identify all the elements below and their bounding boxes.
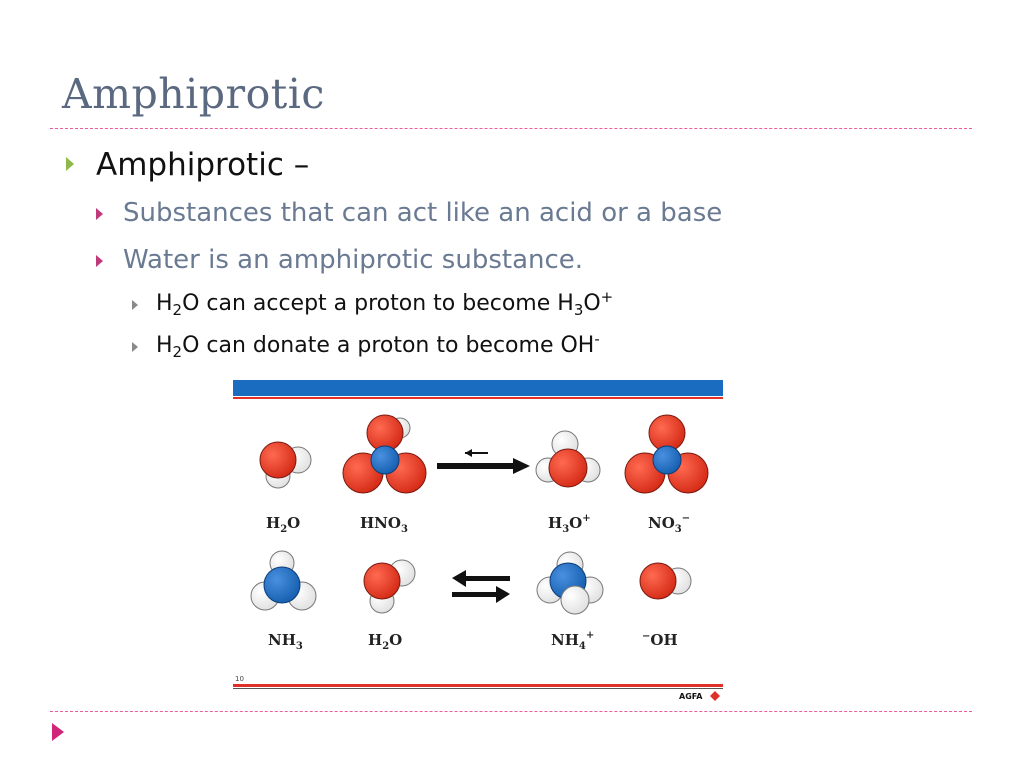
- nitrate-molecule: [625, 415, 708, 493]
- figure-small-mark: 10: [235, 675, 244, 683]
- label-hno3: $HNO_3$: [360, 514, 408, 535]
- label-nh3: $NH_3$: [268, 631, 303, 652]
- diagram-svg: [230, 378, 725, 703]
- bullet-level2-text: Water is an amphiprotic substance.: [123, 245, 584, 275]
- bottom-dark-line: [233, 688, 723, 689]
- bullet-level2-text: Substances that can act like an acid or a base: [123, 198, 723, 228]
- label-h2o-row1: $H_2O$: [266, 514, 301, 535]
- bottom-red-line: [233, 684, 723, 687]
- hydronium-molecule: [536, 431, 600, 487]
- gray-bullet-icon: [132, 342, 138, 352]
- ammonia-molecule: [251, 551, 316, 610]
- magenta-bullet-icon: [96, 208, 103, 220]
- bullet-level2: [96, 198, 722, 228]
- hydroxide-molecule: [640, 563, 691, 599]
- nitric-acid-molecule: [343, 415, 426, 493]
- water-molecule-row2: [364, 560, 415, 613]
- label-nh4-plus: $NH_4^+$: [551, 630, 595, 652]
- bullet-level3: [132, 329, 600, 362]
- equilibrium-arrows: [452, 570, 510, 603]
- title-divider: [50, 128, 972, 129]
- footer-divider: [50, 711, 972, 712]
- bullet-level1: [66, 147, 309, 183]
- bullet-level3-text: $H_2O$ can donate a proton to become OH-: [156, 329, 600, 362]
- ammonium-molecule: [537, 552, 603, 614]
- agfa-logo: [679, 691, 720, 701]
- label-no3-minus: $NO_3^-$: [648, 513, 691, 535]
- label-hydroxide: −OH: [642, 631, 678, 649]
- green-bullet-icon: [66, 157, 74, 171]
- top-blue-band: [233, 380, 723, 396]
- amphiprotic-diagram: [230, 378, 725, 703]
- bullet-level2: [96, 245, 583, 275]
- label-h3o-plus: $H_3O^+$: [548, 513, 591, 535]
- slide-title: Amphiprotic: [62, 70, 325, 118]
- gray-bullet-icon: [132, 300, 138, 310]
- bullet-level3: [132, 287, 614, 320]
- water-molecule-row1: [260, 442, 311, 488]
- bullet-level1-text: Amphiprotic –: [96, 147, 310, 183]
- magenta-triangle-icon: [52, 723, 64, 741]
- top-red-line: [233, 397, 723, 399]
- label-h2o-row2: $H_2O$: [368, 631, 403, 652]
- svg-text:AGFA: AGFA: [679, 692, 703, 701]
- reaction-arrow-row1: [437, 449, 530, 474]
- bullet-level3-text: $H_2O$ can accept a proton to become $H_3O^+$: [156, 287, 614, 320]
- magenta-bullet-icon: [96, 255, 103, 267]
